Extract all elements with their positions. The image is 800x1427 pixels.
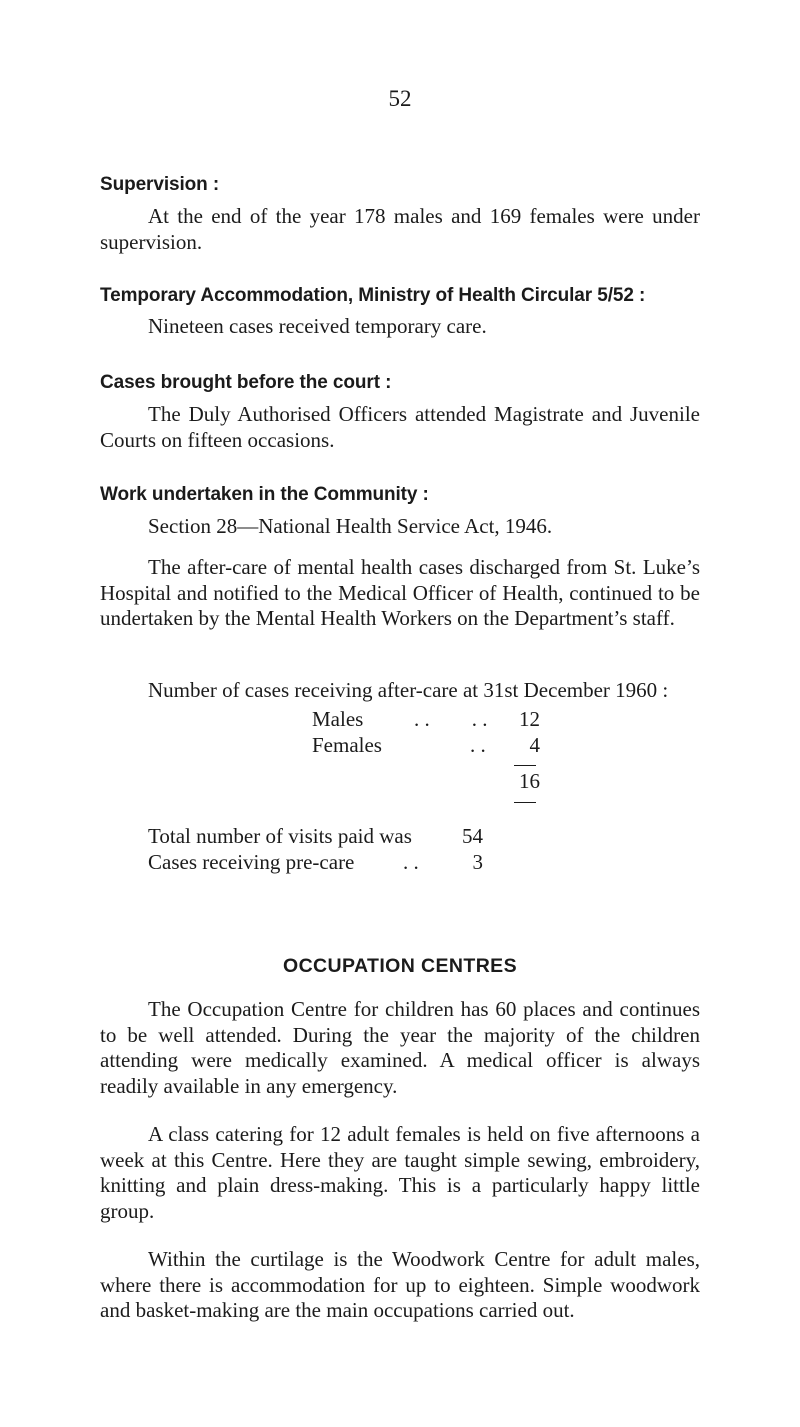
paragraph-temporary-accommodation: Nineteen cases received temporary care. [148,314,487,338]
row-dots: . . . . [414,707,488,731]
paragraph-occupation-3 [100,1247,700,1324]
paragraph-supervision-text: At the end of the year 178 males and 169 females were under supervision. [100,204,700,254]
row-label-males: Males [312,707,364,731]
heading-community-work: Work undertaken in the Community : [100,484,429,505]
total-value: 16 [519,769,540,793]
paragraph-court-cases-text: The Duly Authorised Officers attended Magistrate and Juvenile Courts on fifteen occasions. [100,402,700,452]
paragraph-occupation-2 [100,1122,700,1224]
paragraph-occupation-1 [100,997,700,1099]
total-rule-top [514,765,536,766]
heading-court-cases: Cases brought before the court : [100,372,392,393]
visits-value: 54 [462,824,483,848]
heading-temporary-accommodation: Temporary Accommodation, Ministry of Health Circular 5/52 : [100,285,646,306]
row-dots: . . [470,733,486,757]
heading-supervision: Supervision : [100,174,220,195]
aftercare-intro: Number of cases receiving after-care at 31st December 1960 : [148,678,669,702]
precare-dots: . . [403,850,419,874]
paragraph-supervision [100,204,700,255]
precare-value: 3 [472,850,483,874]
page-number: 52 [388,86,412,111]
row-value-females: 4 [529,733,540,757]
paragraph-occupation-1-text: The Occupation Centre for children has 60 places and continues to be well attended. During the year the majority of the children attending were medically examined. A medical officer is always readily available in any emergency. [100,997,700,1098]
total-rule-bottom [514,802,536,803]
section-title-occupation-centres: OCCUPATION CENTRES [283,955,517,977]
precare-label: Cases receiving pre-care [148,850,355,874]
paragraph-court-cases [100,402,700,453]
row-label-females: Females [312,733,382,757]
paragraph-aftercare-text: The after-care of mental health cases discharged from St. Luke’s Hospital and notified to the Medical Officer of Health, continued to be undertaken by the Mental Health Workers on the Department’s staff. [100,555,700,630]
visits-label: Total number of visits paid was [148,824,412,848]
row-value-males: 12 [519,707,540,731]
paragraph-aftercare [100,555,700,632]
paragraph-occupation-2-text: A class catering for 12 adult females is held on five afternoons a week at this Centre. Here they are taught simple sewing, embroidery, knitting and plain dress-making. This is a particularly happy little group. [100,1122,700,1223]
section-28-line: Section 28—National Health Service Act, 1946. [148,514,553,538]
paragraph-occupation-3-text: Within the curtilage is the Woodwork Centre for adult males, where there is accommodation for up to eighteen. Simple woodwork and basket-making are the main occupations carried out. [100,1247,700,1322]
